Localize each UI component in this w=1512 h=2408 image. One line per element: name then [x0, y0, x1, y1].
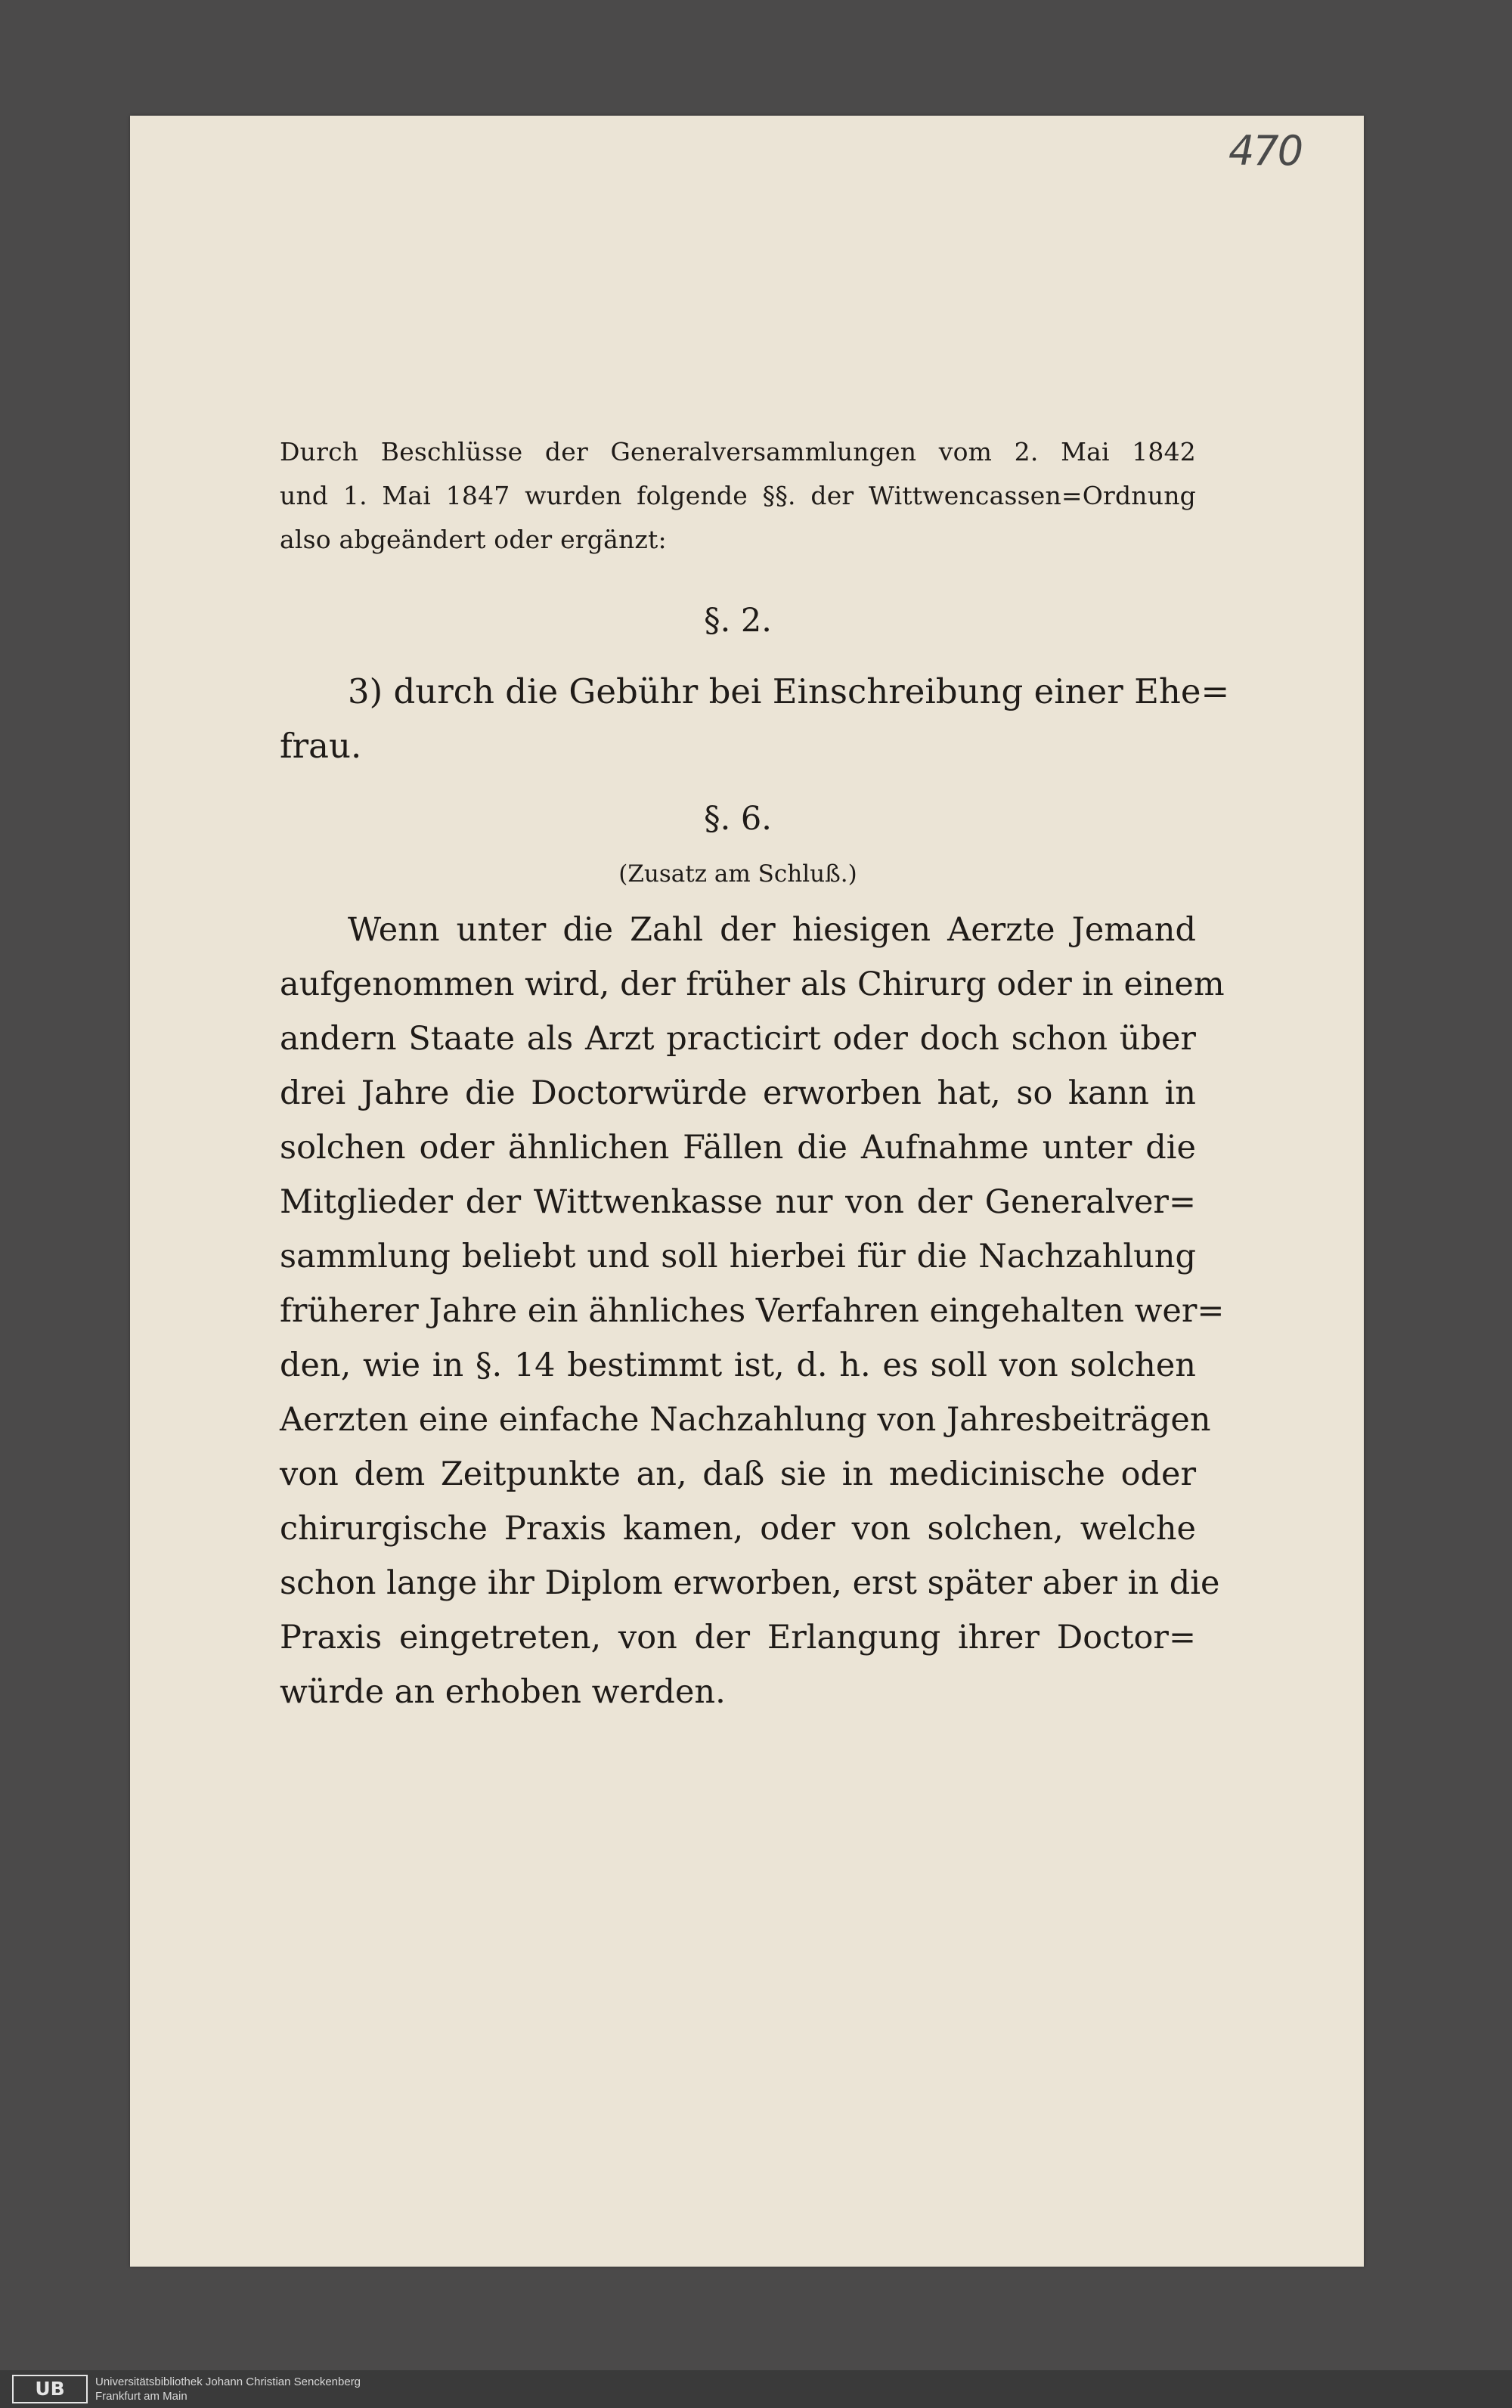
- intro-line: also abgeändert oder ergänzt:: [280, 525, 667, 554]
- paragraph-line: früherer Jahre ein ähnliches Verfahren eingehalten wer=: [280, 1292, 1225, 1330]
- paragraph-line: von dem Zeitpunkte an, daß sie in medicinische oder: [280, 1455, 1196, 1493]
- intro-line: und 1. Mai 1847 wurden folgende §§. der Wittwencassen=Ordnung: [280, 481, 1196, 510]
- section-2-paragraph: [280, 671, 1230, 777]
- paragraph-line: sammlung beliebt und soll hierbei für die Nachzahlung: [280, 1238, 1196, 1275]
- paragraph-line: Aerzten eine einfache Nachzahlung von Jahresbeiträgen: [280, 1401, 1211, 1439]
- library-logo: UB: [12, 2375, 88, 2403]
- section-6-subheading: (Zusatz am Schluß.): [618, 860, 857, 888]
- paragraph-line: schon lange ihr Diplom erworben, erst später aber in die: [280, 1564, 1220, 1602]
- footer-text: [95, 2375, 624, 2403]
- paragraph-line: 3) durch die Gebühr bei Einschreibung einer Ehe=: [348, 671, 1230, 711]
- paragraph-line: drei Jahre die Doctorwürde erworben hat, so kann in: [280, 1074, 1196, 1112]
- paragraph-line: solchen oder ähnlichen Fällen die Aufnahme unter die: [280, 1129, 1196, 1167]
- footer-line-city: Frankfurt am Main: [95, 2390, 187, 2403]
- section-6-heading: §. 6.: [704, 800, 772, 838]
- handwritten-page-number: 470: [1228, 127, 1303, 175]
- intro-line: Durch Beschlüsse der Generalversammlungen vom 2. Mai 1842: [280, 437, 1196, 466]
- paragraph-line: Mitglieder der Wittwenkasse nur von der Generalver=: [280, 1183, 1196, 1221]
- paragraph-line: aufgenommen wird, der früher als Chirurg oder in einem: [280, 965, 1225, 1003]
- paragraph-line: den, wie in §. 14 bestimmt ist, d. h. es soll von solchen: [280, 1347, 1196, 1384]
- paragraph-line: Praxis eingetreten, von der Erlangung ihrer Doctor=: [280, 1619, 1196, 1656]
- paragraph-line: andern Staate als Arzt practicirt oder doch schon über: [280, 1020, 1196, 1058]
- footer-line-institution: Universitätsbibliothek Johann Christian Senckenberg: [95, 2375, 361, 2388]
- library-footer: [0, 2370, 1512, 2408]
- paragraph-line: Wenn unter die Zahl der hiesigen Aerzte Jemand: [348, 911, 1196, 949]
- section-2-heading: §. 2.: [704, 602, 772, 640]
- intro-paragraph: [280, 437, 1196, 566]
- paragraph-line: würde an erhoben werden.: [280, 1673, 726, 1711]
- section-6-paragraph: [280, 911, 1225, 1743]
- paragraph-line: chirurgische Praxis kamen, oder von solchen, welche: [280, 1510, 1196, 1548]
- paragraph-line: frau.: [280, 726, 362, 766]
